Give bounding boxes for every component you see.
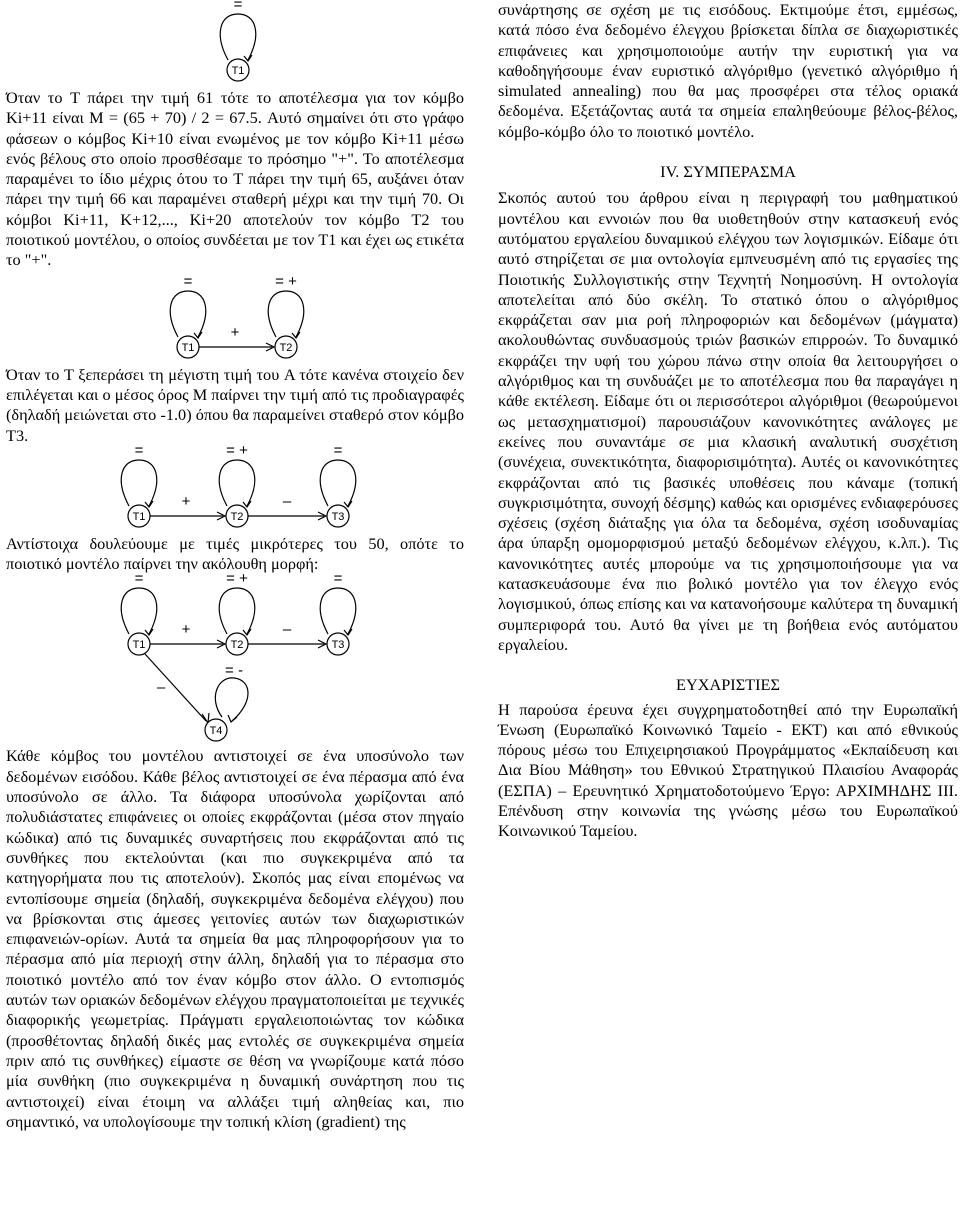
self-loop-t1 bbox=[220, 14, 255, 60]
node-t2-label: T2 bbox=[230, 510, 244, 523]
loop-label-t1: = bbox=[183, 272, 193, 290]
loop-label-t1: = bbox=[134, 574, 144, 588]
node-t1-label: T1 bbox=[181, 341, 195, 354]
edge-label-t2-t3: – bbox=[282, 621, 292, 639]
node-t1-label: T1 bbox=[231, 65, 245, 77]
phase-graph-t1-t2-t3-t4 bbox=[6, 574, 464, 746]
phase-graph-t1-t2-t3 bbox=[6, 446, 464, 534]
left-paragraph-1: Όταν το T πάρει την τιμή 61 τότε το αποτέλεσμα για τον κόμβο Ki+11 είναι M = (65 + 70) / 2 = 67.5. Αυτό σημαίνει ότι στο γράφο φάσεων ο κόμβος Ki+10 είναι ενωμένος με τον κόμβο Ki+11 μέσω ενός βέλους στο οποίο προσθέσαμε το πρόσημο "+". Το αποτέλεσμα παραμένει το ίδιο μέχρις ότου το T πάρει την τιμή 65, αυξάνει όταν πάρει την τιμή 66 και παραμένει σταθερή μέχρι και την τιμή 70. Οι κόμβοι Ki+11, K+12,..., Ki+20 αποτελούν τον κόμβο T2 του ποιοτικού μοντέλου, ο οποίος συνδέεται με τον T1 και έχει ως ετικέτα το "+". bbox=[6, 88, 464, 270]
node-t3-label: T3 bbox=[331, 639, 345, 652]
node-t2-label: T2 bbox=[230, 639, 244, 652]
edge-label-t1-t4: – bbox=[156, 679, 166, 697]
right-column bbox=[498, 0, 958, 842]
node-t4-label: T4 bbox=[209, 725, 223, 738]
left-column bbox=[6, 0, 464, 1132]
edge-label-t1-t2: + bbox=[181, 492, 191, 510]
edge-label-t1-t2: + bbox=[230, 323, 240, 341]
loop-label-t1: = bbox=[233, 0, 243, 13]
right-paragraph-2: Σκοπός αυτού του άρθρου είναι η περιγραφή του μαθηματικού μοντέλου και εννοιών που θα υιοθετηθούν στην κατασκευή ενός αυτόματου εργαλείου δυναμικού ελέγχου των λογισμικών. Είδαμε ότι αυτό στηρίζεται σε μια οντολογία εμπνευσμένη από τις εργασίες της Ποιοτικής Συλλογιστικής στην Τεχνητή Νοημοσύνη. Η οντολογία αποτελείται από δύο σκέλη. Το στατικό όπου ο αλγόριθμος εκφράζεται σαν μια ροή πληροφοριών και δεδομένων (μάγματα) ακολουθώντας συνδυασμούς τριών βασικών επιρροών. Το δυναμικό εκφράζει την υφή του χώρου πάνω στην οποία θα λειτουργήσει ο αλγόριθμος και τη συνδυάζει με το αποτέλεσμα που θα παραγάγει η κάθε εκτέλεση. Είδαμε ότι οι περισσότεροι αλγόριθμοι (θεωρούμενοι ως μετασχηματισμοί) παρουσιάζουν κανονικότητες ανάλογες με εκείνες που συναντάμε σε μια κλασική αναλυτική συσχέτιση (συνέχεια, συνεκτικότητα, διαφορισιμότητα). Αυτές οι κανονικότητες εκφράζονται από τις βασικές υποθέσεις που κάναμε (τοπική συγκρισιμότητα, συνοχή δέσμης) καθώς και ορισμένες ενδιαφερόυσες σχέσεις (σχέση διάταξης για όλα τα δεδομένα, σχέση ισοδυναμίας άρα ύπαρξη ομομορφισμού μεταξύ δεδομένων ελέγχου, κ.λπ.). Τις κανονικότητες αυτές μπορούμε να τις χρησιμοποιήσουμε για να κατασκευάσουμε ένα πιο βολικό μοντέλο για τον έλεγχο ενός λογισμικού, όπως επίσης και να κατανοήσουμε καλύτερα τη δυναμική συμπεριφορά του. Αυτό θα γίνει με τη βοήθεια ενός αυτόματου εργαλείου. bbox=[498, 188, 958, 654]
loop-label-t3: = bbox=[333, 445, 343, 459]
loop-label-t1: = bbox=[134, 445, 144, 459]
left-paragraph-3: Αντίστοιχα δουλεύουμε με τιμές μικρότερες του 50, οπότε το ποιοτικό μοντέλο παίρνει την ακόλουθη μορφή: bbox=[6, 533, 464, 574]
loop-label-t2: = + bbox=[226, 445, 248, 459]
edge-label-t2-t3: – bbox=[282, 492, 292, 510]
loop-label-t3: = bbox=[333, 574, 343, 588]
loop-label-t4: = - bbox=[225, 662, 243, 680]
phase-graph-t1 bbox=[6, 0, 464, 88]
node-t3-label: T3 bbox=[331, 510, 345, 523]
node-t1-label: T1 bbox=[132, 639, 146, 652]
section-heading-acknowledgements: ΕΥΧΑΡΙΣΤΙΕΣ bbox=[676, 675, 780, 695]
node-t1-label: T1 bbox=[132, 510, 146, 523]
left-paragraph-2: Όταν το T ξεπεράσει τη μέγιστη τιμή του A τότε κανένα στοιχείο δεν επιλέγεται και ο μέσος όρος M παίρνει την τιμή από τις προδιαγραφές (δηλαδή μειώνεται στο -1.0) όπου θα παραμείνει σταθερό στον κόμβο T3. bbox=[6, 364, 464, 445]
phase-graph-t1-t2 bbox=[6, 271, 464, 365]
left-paragraph-4: Κάθε κόμβος του μοντέλου αντιστοιχεί σε ένα υποσύνολο των δεδομένων εισόδου. Κάθε βέλος αντιστοιχεί σε ένα πέρασμα από ένα υποσύνολο σε άλλο. Τα διάφορα υποσύνολα χωρίζονται από πολυδιάστατες επιφάνειες οι οποίες εκφράζονται (μέσα στον πηγαίο κώδικα) από τις δυναμικές συναρτήσεις που εκφράζονται από τις συνθήκες που εκτελούνται (και πιο συγκεκριμένα από τα κατηγορήματα που τις αποτελούν). Σκοπός μας είναι επομένως να εντοπίσουμε σημεία (δηλαδή, συγκεκριμένα δεδομένα ελέγχου) που να βρίσκονται στις άμεσες γειτονίες αυτών των διαχωριστικών επιφανειών-ορίων. Αυτά τα σημεία θα μας πληροφορήσουν για το πέρασμα από μία περιοχή στην άλλη, δηλαδή για το πέρασμα στο ποιοτικό μοντέλο από τον έναν κόμβο στον άλλο. Ο εντοπισμός αυτών των οριακών δεδομένων ελέγχου πραγματοποιείται με τεχνικές διαφορικής γεωμετρίας. Πράγματι εργαλειοποιώντας τον κώδικα (προσθέτοντας δηλαδή δικές μας εντολές σε συγκεκριμένα σημεία πριν από τις συνθήκες) είμαστε σε θέση να γνωρίζουμε κατά πόσο μία συνθήκη (πιο συγκεκριμένα η δυναμική συνάρτηση που τις αντιστοιχεί) είναι έτοιμη να αλλάξει τιμή αληθείας και, πιο σημαντικό, να υπολογίσουμε την τοπική κλίση (gradient) της bbox=[6, 746, 464, 1131]
loop-label-t2: = + bbox=[275, 272, 297, 290]
right-paragraph-3: Η παρούσα έρευνα έχει συγχρηματοδοτηθεί από την Ευρωπαϊκή Ένωση (Ευρωπαϊκό Κοινωνικό Ταμείο - ΕΚΤ) και από εθνικούς πόρους μέσω του Επιχειρησιακού Προγράμματος «Εκπαίδευση και Δια Βίου Μάθηση» του Εθνικού Στρατηγικού Πλαισίου Αναφοράς (ΕΣΠΑ) – Ερευνητικό Χρηματοδοτούμενο Έργο: ΑΡΧΙΜΗΔΗΣ ΙΙΙ. Επένδυση στην κοινωνία της γνώσης μέσω του Ευρωπαϊκού Κοινωνικού Ταμείου. bbox=[498, 699, 958, 841]
section-heading-conclusion: IV. ΣΥΜΠΕΡΑΣΜΑ bbox=[660, 162, 796, 182]
edge-label-t1-t2: + bbox=[181, 621, 191, 639]
loop-label-t2: = + bbox=[226, 574, 248, 588]
right-paragraph-1: συνάρτησης σε σχέση με τις εισόδους. Εκτιμούμε έτσι, εμμέσως, κατά πόσο ένα δεδομένο έλεγχου βρίσκεται δίπλα σε διαχωριστικές επιφάνειες και χρησιμοποιούμε αυτήν την ευριστική για να καθοδηγήσουμε έναν ευριστικό αλγόριθμο (γενετικό αλγόριθμο ή simulated annealing) που θα μας προσφέρει στα τέλος οριακά δεδομένα. Εξετάζοντας αυτά τα σημεία επαληθεύουμε βέλος-βέλος, κόμβο-κόμβο όλο το ποιοτικό μοντέλο. bbox=[498, 0, 958, 141]
node-t2-label: T2 bbox=[279, 341, 293, 354]
